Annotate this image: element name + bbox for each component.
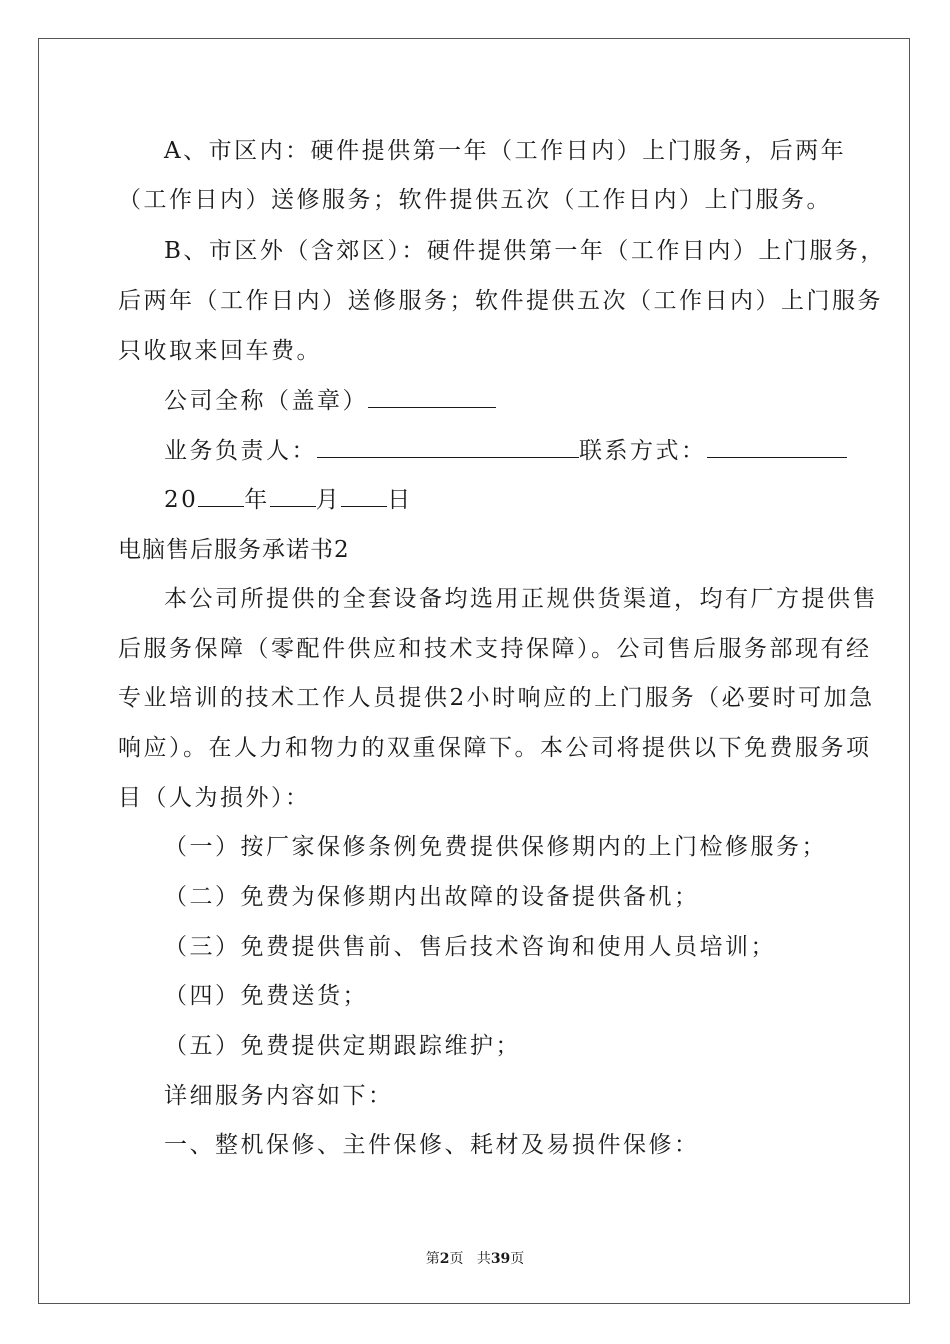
date-prefix: 20 [164,487,199,513]
contact-blank[interactable] [707,435,847,458]
clause-a-line-1: A、市区内：硬件提供第一年（工作日内）上门服务，后两年 [164,138,847,164]
contact-label: 联系方式： [579,438,707,464]
page-unit: 页 [449,1251,464,1267]
paragraph-1-line-3: 专业培训的技术工作人员提供2小时响应的上门服务（必要时可加急 [118,685,875,711]
clause-a-line-2: （工作日内）送修服务；软件提供五次（工作日内）上门服务。 [118,187,832,213]
month-label: 月 [315,487,342,513]
paragraph-1-line-4: 响应）。在人力和物力的双重保障下。本公司将提供以下免费服务项 [118,735,872,761]
page-prefix: 第 [425,1251,440,1267]
section-title: 电脑售后服务承诺书2 [118,537,350,563]
paragraph-1-line-2: 后服务保障（零配件供应和技术支持保障）。公司售后服务部现有经 [118,636,872,662]
clause-b-line-1: B、市区外（含郊区）：硬件提供第一年（工作日内）上门服务， [164,238,886,264]
service-item-1: （一）按厂家保修条例免费提供保修期内的上门检修服务； [164,834,827,860]
company-name-blank[interactable] [368,385,496,408]
date-row [164,484,413,515]
manager-blank[interactable] [317,435,579,458]
company-name-row [164,385,496,416]
service-item-5: （五）免费提供定期跟踪维护； [164,1033,521,1059]
page-border [38,38,910,1304]
paragraph-1-line-1: 本公司所提供的全套设备均选用正规供货渠道，均有厂方提供售 [164,586,878,612]
service-item-3: （三）免费提供售前、售后技术咨询和使用人员培训； [164,934,776,960]
page-footer [0,1248,950,1268]
manager-label: 业务负责人： [164,438,317,464]
service-item-2: （二）免费为保修期内出故障的设备提供备机； [164,884,700,910]
service-item-4: （四）免费送货； [164,983,368,1009]
manager-contact-row [164,435,847,466]
total-unit: 页 [510,1251,525,1267]
day-label: 日 [387,487,413,513]
paragraph-1-line-5: 目（人为损外）： [118,785,311,811]
day-blank[interactable] [341,484,387,507]
month-blank[interactable] [270,484,316,507]
detail-intro: 详细服务内容如下： [164,1083,394,1109]
year-blank[interactable] [198,484,244,507]
total-pages: 39 [490,1251,511,1267]
page-number: 2 [439,1251,450,1267]
clause-b-line-3: 只收取来回车费。 [118,338,322,364]
clause-b-line-2: 后两年（工作日内）送修服务；软件提供五次（工作日内）上门服务 [118,288,883,314]
year-label: 年 [244,487,270,513]
total-prefix: 共 [476,1251,491,1267]
company-name-label: 公司全称（盖章） [164,388,368,414]
heading-1: 一、整机保修、主件保修、耗材及易损件保修： [164,1132,700,1158]
